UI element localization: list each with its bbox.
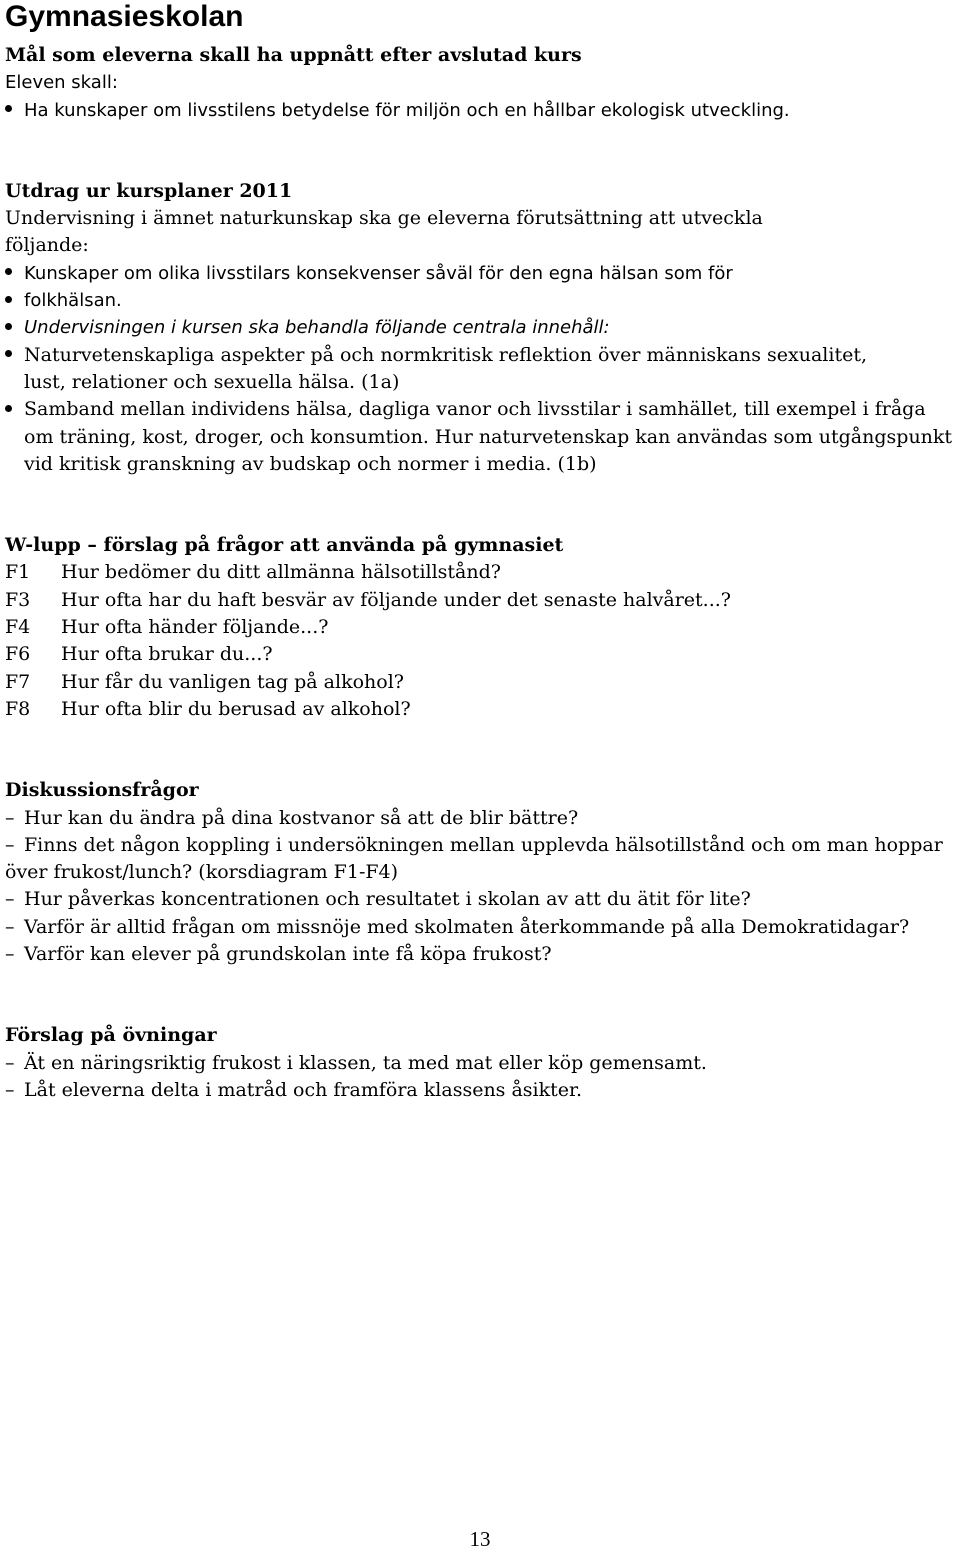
exercises-heading: Förslag på övningar bbox=[5, 1024, 217, 1047]
curriculum-intro-line2: följande: bbox=[5, 234, 89, 257]
curriculum-heading: Utdrag ur kursplaner 2011 bbox=[5, 179, 293, 202]
curriculum-bullet-3-text: Undervisningen i kursen ska behandla följande centrala innehåll: bbox=[24, 317, 610, 339]
question-text: Hur ofta händer följande...? bbox=[61, 616, 329, 639]
curriculum-bullet-1 bbox=[5, 260, 955, 287]
dash-icon: – bbox=[5, 888, 15, 911]
discussion-item-text: Varför kan elever på grundskolan inte få köpa frukost? bbox=[24, 943, 552, 966]
exercise-item bbox=[5, 1077, 955, 1104]
curriculum-bullet-5 bbox=[5, 396, 955, 478]
bullet-icon bbox=[5, 342, 24, 397]
question-row bbox=[5, 669, 955, 696]
question-text: Hur ofta brukar du...? bbox=[61, 643, 273, 666]
bullet-icon bbox=[5, 97, 24, 124]
exercise-item-text: Ät en näringsriktig frukost i klassen, ta med mat eller köp gemensamt. bbox=[24, 1051, 707, 1074]
dash-icon: – bbox=[5, 1051, 15, 1074]
question-row bbox=[5, 614, 955, 641]
question-row bbox=[5, 641, 955, 668]
curriculum-bullet-2-text: folkhälsan. bbox=[24, 290, 122, 312]
bullet-icon bbox=[5, 287, 24, 314]
question-text: Hur ofta har du haft besvär av följande under det senaste halvåret...? bbox=[61, 588, 731, 611]
curriculum-bullet-4-text: Naturvetenskapliga aspekter på och normkritisk reflektion över människans sexualitet, lust, relationer och sexuella hälsa. (1a) bbox=[24, 343, 868, 393]
goals-section bbox=[5, 42, 955, 124]
discussion-item bbox=[5, 886, 955, 913]
bullet-icon bbox=[5, 396, 24, 478]
wlupp-section bbox=[5, 532, 955, 723]
question-row bbox=[5, 559, 955, 586]
dash-icon: – bbox=[5, 1078, 15, 1101]
question-list bbox=[5, 559, 955, 723]
curriculum-bullet-4 bbox=[5, 342, 955, 397]
dash-icon: – bbox=[5, 806, 15, 829]
goals-bullet-text: Ha kunskaper om livsstilens betydelse för miljön och en hållbar ekologisk utveckling. bbox=[24, 99, 790, 121]
document-page bbox=[5, 0, 955, 1104]
discussion-heading: Diskussionsfrågor bbox=[5, 779, 199, 802]
question-id: F7 bbox=[5, 670, 31, 693]
curriculum-bullet-1-text: Kunskaper om olika livsstilars konsekvenser såväl för den egna hälsan som för bbox=[24, 262, 733, 284]
question-row bbox=[5, 696, 955, 723]
question-text: Hur får du vanligen tag på alkohol? bbox=[61, 670, 404, 693]
discussion-item-text: Hur påverkas koncentrationen och resultatet i skolan av att du ätit för lite? bbox=[24, 888, 751, 911]
exercise-list bbox=[5, 1050, 955, 1105]
wlupp-heading: W-lupp – förslag på frågor att använda på gymnasiet bbox=[5, 534, 564, 557]
dash-icon: – bbox=[5, 915, 15, 938]
bullet-icon bbox=[5, 260, 24, 287]
bullet-icon bbox=[5, 314, 24, 341]
discussion-item-text: Hur kan du ändra på dina kostvanor så att de blir bättre? bbox=[24, 806, 579, 829]
curriculum-bullet-5-text: Samband mellan individens hälsa, dagliga vanor och livsstilar i samhället, till exempel i fråga om träning, kost, droger, och konsumtion. Hur naturvetenskap kan användas som utgångspunkt vid kritisk granskning av budskap och normer i media. (1b) bbox=[24, 398, 953, 475]
curriculum-bullet-2 bbox=[5, 287, 955, 314]
question-id: F3 bbox=[5, 588, 31, 611]
curriculum-intro-line1: Undervisning i ämnet naturkunskap ska ge eleverna förutsättning att utveckla bbox=[5, 207, 763, 230]
question-text: Hur ofta blir du berusad av alkohol? bbox=[61, 697, 411, 720]
discussion-list bbox=[5, 805, 955, 969]
question-text: Hur bedömer du ditt allmänna hälsotillstånd? bbox=[61, 561, 501, 584]
curriculum-bullet-3 bbox=[5, 314, 955, 341]
exercise-item bbox=[5, 1050, 955, 1077]
goals-intro: Eleven skall: bbox=[5, 72, 118, 94]
question-id: F8 bbox=[5, 697, 31, 720]
goals-bullet bbox=[5, 97, 955, 124]
discussion-section bbox=[5, 777, 955, 968]
dash-icon: – bbox=[5, 833, 15, 856]
goals-heading: Mål som eleverna skall ha uppnått efter avslutad kurs bbox=[5, 44, 582, 66]
dash-icon: – bbox=[5, 943, 15, 966]
exercise-item-text: Låt eleverna delta i matråd och framföra klassens åsikter. bbox=[24, 1078, 583, 1101]
discussion-item-text: Finns det någon koppling i undersökningen mellan upplevda hälsotillstånd och om man hoppar över frukost/lunch? (korsdiagram F1-F4) bbox=[5, 833, 943, 884]
discussion-item bbox=[5, 914, 955, 941]
page-title: Gymnasieskolan bbox=[5, 0, 244, 33]
curriculum-section bbox=[5, 178, 955, 478]
question-id: F6 bbox=[5, 643, 31, 666]
discussion-item-text: Varför är alltid frågan om missnöje med skolmaten återkommande på alla Demokratidagar? bbox=[24, 915, 910, 938]
discussion-item bbox=[5, 805, 955, 832]
discussion-item bbox=[5, 941, 955, 968]
page-number: 13 bbox=[469, 1527, 491, 1551]
discussion-item bbox=[5, 832, 955, 887]
question-id: F1 bbox=[5, 561, 31, 584]
question-id: F4 bbox=[5, 616, 31, 639]
exercises-section bbox=[5, 1022, 955, 1104]
question-row bbox=[5, 587, 955, 614]
